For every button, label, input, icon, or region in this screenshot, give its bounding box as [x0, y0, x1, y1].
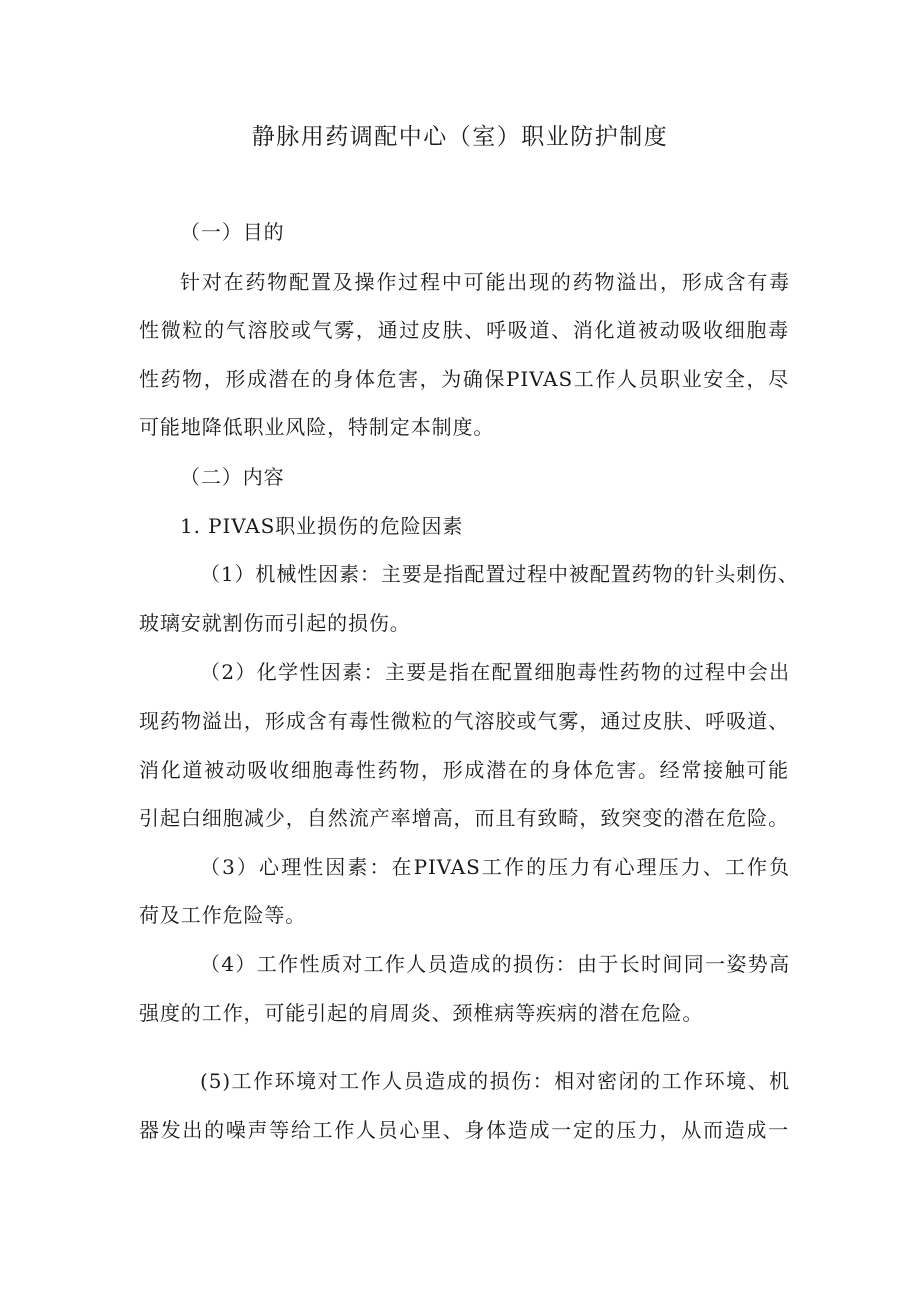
factor2-line-4: 引起白细胞减少，自然流产率增高，而且有致畸，致突变的潜在危险。	[139, 806, 789, 830]
factor4-line-1: （4）工作性质对工作人员造成的损伤：由于长时间同一姿势高	[200, 952, 790, 976]
factor2-line-2: 现药物溢出，形成含有毒性微粒的气溶胶或气雾，通过皮肤、呼吸道、	[139, 709, 789, 733]
item1-heading: 1. PIVAS职业损伤的危险因素	[180, 514, 464, 538]
content-heading: （二）内容	[180, 465, 285, 489]
purpose-line-2: 性微粒的气溶胶或气雾，通过皮肤、呼吸道、消化道被动吸收细胞毒	[139, 318, 789, 342]
factor3-line-2: 荷及工作危险等。	[139, 903, 307, 927]
purpose-line-1: 针对在药物配置及操作过程中可能出现的药物溢出，形成含有毒	[180, 270, 790, 294]
purpose-line-3: 性药物，形成潜在的身体危害，为确保PIVAS工作人员职业安全，尽	[139, 367, 789, 391]
factor2-line-3: 消化道被动吸收细胞毒性药物，形成潜在的身体危害。经常接触可能	[139, 758, 789, 782]
factor5-line-1: (5)工作环境对工作人员造成的损伤：相对密闭的工作环境、机	[200, 1069, 790, 1093]
factor4-line-2: 强度的工作，可能引起的肩周炎、颈椎病等疾病的潜在危险。	[139, 1001, 704, 1025]
factor1-line-2: 玻璃安就割伤而引起的损伤。	[139, 611, 411, 635]
factor5-line-2: 器发出的噪声等给工作人员心里、身体造成一定的压力，从而造成一	[139, 1118, 789, 1142]
page-title: 静脉用药调配中心（室）职业防护制度	[251, 124, 669, 150]
factor1-line-1: （1）机械性因素：主要是指配置过程中被配置药物的针头刺伤、	[200, 562, 799, 586]
factor2-line-1: （2）化学性因素：主要是指在配置细胞毒性药物的过程中会出	[200, 660, 790, 684]
factor3-line-1: （3）心理性因素：在PIVAS工作的压力有心理压力、工作负	[200, 855, 790, 879]
purpose-line-4: 可能地降低职业风险，特制定本制度。	[139, 415, 495, 439]
purpose-heading: （一）目的	[180, 220, 285, 244]
